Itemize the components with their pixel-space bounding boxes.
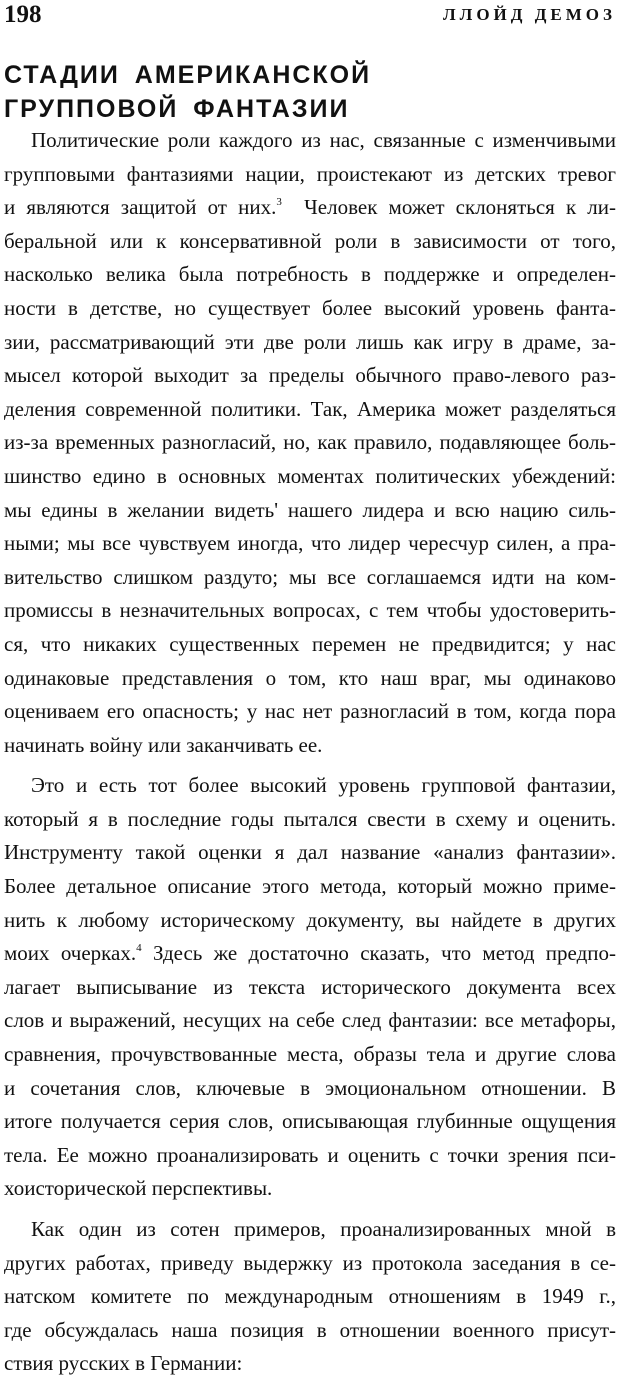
text-line: и сочетания слов, ключевые в эмоциональном отношении. В — [4, 1075, 616, 1100]
text-line: лагает выписывание из текста исторического документа всех — [4, 974, 616, 999]
text-line: беральной или к консервативной роли в зависимости от того, — [4, 228, 616, 253]
text-line: Политические роли каждого из нас, связанные с изменчивыми — [31, 128, 616, 152]
body-text — [4, 124, 616, 1381]
text-line: ствия русских в Германии: — [4, 1351, 243, 1376]
text-line: Более детальное описание этого метода, который можно приме- — [4, 874, 616, 899]
text-line: тела. Ее можно проанализировать и оценить с точки зрения пси- — [4, 1142, 616, 1167]
text-line: который я в последние годы пытался свести в схему и оценить. — [4, 806, 616, 831]
text-line: мысел которой выходит за пределы обычного право-левого раз- — [4, 363, 616, 388]
paragraph — [4, 124, 616, 762]
text-line — [4, 937, 616, 971]
text-line: зии, рассматривающий эти две роли лишь как игру в драме, за- — [4, 329, 616, 354]
text-line: шинство едино в основных моментах политических убеждений: — [4, 463, 616, 488]
text-line: групповыми фантазиями нации, проистекают из детских тревог — [4, 161, 616, 186]
page-number: 198 — [4, 1, 42, 28]
text-line: натском комитете по международным отношениям в 1949 г., — [4, 1284, 616, 1309]
text-line: хоисторической перспективы. — [4, 1176, 273, 1201]
text-line: где обсуждалась наша позиция в отношении военного присут- — [4, 1317, 616, 1342]
text-line: сравнения, прочувствованные места, образы тела и другие слова — [4, 1042, 616, 1067]
text-line: нить к любому историческому документу, вы найдете в других — [4, 907, 616, 932]
text-line: Как один из сотен примеров, проанализированных мной в — [31, 1217, 616, 1241]
text-run: Здесь же достаточно сказать, что метод предпо- — [152, 941, 616, 966]
text-line: промиссы в незначительных вопросах, с тем чтобы удостоверить- — [4, 598, 616, 623]
text-line: оцениваем его опасность; у нас нет разногласий в том, когда пора — [4, 699, 616, 724]
running-head-author: ЛЛОЙД ДЕМОЗ — [442, 5, 616, 24]
text-run: моих очерках. — [4, 941, 137, 966]
paragraph — [4, 769, 616, 1206]
text-line — [4, 191, 616, 225]
text-line: одинаковые представления о том, кто наш враг, мы одинаково — [4, 665, 616, 690]
text-line: деления современной политики. Так, Америка может разделяться — [4, 396, 616, 421]
text-line: из-за временных разногласий, но, как правило, подавляющее боль- — [4, 430, 616, 455]
text-line: мы едины в желании видеть' нашего лидера и всю нацию силь- — [4, 497, 616, 522]
section-title-line: СТАДИИ АМЕРИКАНСКОЙ — [4, 61, 372, 89]
text-line: итоге получается серия слов, описывающая глубинные ощущения — [4, 1109, 616, 1134]
text-line: ности в детстве, но существует более высокий уровень фанта- — [4, 295, 616, 320]
text-line: ся, что никаких существенных перемен не предвидится; у нас — [4, 631, 616, 656]
paragraph — [4, 1213, 616, 1381]
footnote-reference: 3 — [276, 196, 282, 209]
section-title-line: ГРУППОВОЙ ФАНТАЗИИ — [4, 95, 350, 123]
text-run: Человек может склоняться к ли- — [304, 195, 616, 220]
text-line: ными; мы все чувствуем иногда, что лидер чересчур силен, а пра- — [4, 531, 616, 556]
text-line: Это и есть тот более высокий уровень групповой фантазии, — [31, 773, 616, 798]
text-line: других работах, приведу выдержку из протокола заседания в се- — [4, 1250, 616, 1275]
section-title — [4, 58, 614, 126]
text-line: начинать войну или заканчивать ее. — [4, 732, 323, 757]
footnote-reference: 4 — [136, 942, 142, 955]
text-line: вительство слишком раздуто; мы все соглашаемся идти на ком- — [4, 564, 616, 589]
running-header — [4, 0, 616, 30]
text-line: слов и выражений, несущих на себе след фантазии: все метафоры, — [4, 1008, 616, 1033]
text-line: Инструменту такой оценки я дал название «анализ фантазии». — [4, 840, 616, 865]
text-run: и являются защитой от них. — [4, 195, 277, 220]
text-line: насколько велика была потребность в поддержке и определен- — [4, 262, 616, 287]
